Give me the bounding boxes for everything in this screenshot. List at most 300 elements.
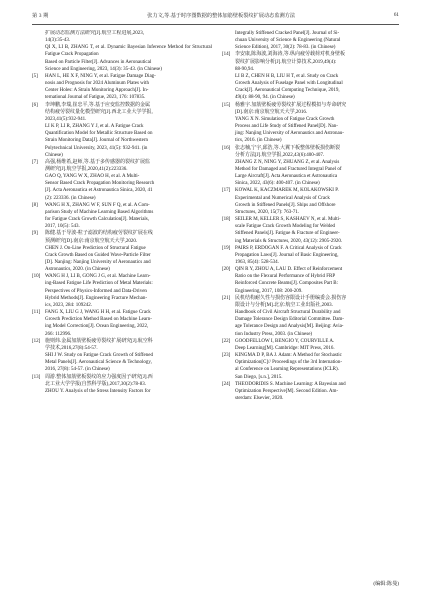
reference-entry-line xyxy=(222,316,402,323)
reference-entry-line xyxy=(222,166,402,173)
reference-entry-line xyxy=(32,238,212,245)
reference-entry-line xyxy=(222,223,402,230)
reference-number xyxy=(222,366,235,373)
reference-entry-line xyxy=(222,102,402,109)
reference-text: Growth in Stiffened Panels[J]. Ships and Offshore xyxy=(235,202,336,208)
reference-number: [11] xyxy=(32,310,41,316)
reference-text: Astronautics, 2020. (in Chinese) xyxy=(45,267,110,273)
reference-number xyxy=(32,252,45,259)
reference-text: 14(3):35-43. xyxy=(45,38,71,44)
reference-number xyxy=(222,87,235,94)
reference-number: [23] xyxy=(222,353,231,359)
reference-entry-line xyxy=(222,130,402,137)
reference-entry-line xyxy=(222,323,402,330)
reference-number xyxy=(32,94,45,101)
reference-text: 李坤鹏,李瑞,崔忠平,等.基于应变监控数据的金属 xyxy=(45,102,151,108)
reference-entry-line xyxy=(32,252,212,259)
reference-entry-line xyxy=(32,159,212,166)
reference-number xyxy=(32,130,45,137)
reference-continuation-line xyxy=(222,30,402,37)
reference-entry-line xyxy=(32,366,212,373)
reference-text: Science Edition), 2017, 30(2): 78-83. (in Chinese) xyxy=(235,45,336,51)
reference-text: 裂纹扩展影响分析[J].航空计算技术,2019,49(4): xyxy=(235,59,337,65)
reference-text: 结构疲劳裂纹量化模型研究[J].西北工业大学学报, xyxy=(45,109,153,115)
reference-text: Strain Monitoring Data[J]. Journal of Northwestern xyxy=(45,138,149,144)
reference-text: Integrally Stiffened Cracked Panel[J]. Journal of Si- xyxy=(235,31,340,36)
reference-entry-line xyxy=(32,316,212,323)
reference-number xyxy=(32,195,45,202)
reference-text: 学技术,2016,27(8):54-57. xyxy=(45,345,98,351)
reference-entry-line xyxy=(222,116,402,123)
reference-number xyxy=(222,137,235,144)
reference-entry-line xyxy=(32,180,212,187)
reference-text: Structures, 2020, 15(7): 763-71. xyxy=(235,209,300,215)
reference-text: 49(4): 88-90, 94. (in Chinese) xyxy=(235,95,295,101)
reference-entry-line xyxy=(32,195,212,202)
reference-number xyxy=(222,323,235,330)
reference-entry-line xyxy=(32,216,212,223)
reference-text: Engineering, 2017, 108: 200-209. xyxy=(235,288,303,294)
reference-text: nosis and Prognosis for 2024 Aluminum Plates with xyxy=(45,81,150,87)
reference-number: [7] xyxy=(32,159,38,165)
reference-number xyxy=(32,223,45,230)
reference-number: [17] xyxy=(222,188,231,194)
reference-number xyxy=(32,109,45,116)
reference-entry-line xyxy=(32,109,212,116)
reference-number xyxy=(222,395,235,402)
reference-entry-line xyxy=(32,323,212,330)
reference-number xyxy=(32,366,45,373)
reference-entry-line xyxy=(222,238,402,245)
reference-text: Metal Panels[J]. Aeronautical Science & Technology, xyxy=(45,360,152,366)
reference-number xyxy=(222,130,235,137)
reference-number xyxy=(222,238,235,245)
reference-entry-line xyxy=(32,259,212,266)
reference-entry-line xyxy=(32,123,212,130)
reference-text: [D]. Nanjing: Nanjing University of Aeronautics and xyxy=(45,260,151,265)
reference-number xyxy=(32,87,45,94)
reference-number xyxy=(32,123,45,130)
reference-text: (2): 223336. (in Chinese) xyxy=(45,195,96,201)
reference-text: 北工业大学学报(自然科学版),2017,30(2):78-83. xyxy=(45,381,146,387)
reference-text: GOODFELLOW I, BENGIO Y, COURVILLE A. xyxy=(235,338,335,344)
reference-text: 周游.整体加筋壁板裂纹的应力强度因子研究[J].西 xyxy=(45,374,153,380)
reference-entry-line xyxy=(32,209,212,216)
reference-text: QI X, LI B, ZHANG T, et al. Dynamic Bayesian Inference Method for Structural Fatigue Crack Propagation xyxy=(45,45,212,58)
reference-text: ics, 2023, 284: 109242. xyxy=(45,302,92,308)
reference-entry-line xyxy=(32,73,212,80)
reference-number xyxy=(32,259,45,266)
reference-number: [16] xyxy=(222,145,231,151)
reference-number xyxy=(222,309,235,316)
reference-entry-line xyxy=(32,94,212,101)
reference-entry-line xyxy=(222,59,402,66)
reference-number xyxy=(222,230,235,237)
reference-text: YANG X N. Simulation of Fatigue Crack Growth xyxy=(235,116,335,122)
reference-number xyxy=(32,288,45,295)
reference-number: [21] xyxy=(222,295,231,301)
reference-entry-line xyxy=(32,345,212,352)
reference-text: [J]. Acta Aeronautica et Astronautica Sinica, 2020, 41 xyxy=(45,188,153,194)
reference-entry-line xyxy=(32,102,212,109)
reference-entry-line xyxy=(222,295,402,302)
reference-number xyxy=(32,187,45,194)
reference-text: CHEN J. On-Line Prediction of Structural Fatigue xyxy=(45,245,146,251)
reference-number xyxy=(32,323,45,330)
reference-text: 测研究[J].航空学报,2020,41(2):223336. xyxy=(45,166,128,172)
reference-continuation-line xyxy=(222,44,402,51)
reference-text: [D].南京:南京航空航天大学,2016. xyxy=(235,109,308,115)
reference-text: San Diego, [s.n.], 2015. xyxy=(235,374,283,380)
reference-entry-line xyxy=(222,252,402,259)
reference-text: Experimental and Numerical Analysis of Crack xyxy=(235,195,330,201)
reference-text: KOWAL K, KACZMAREK M, KOLAKOWSKI P. xyxy=(235,188,339,194)
running-title: 张力文,等.基于时序图数据的整体加筋壁板裂纹扩展动态监测方法 xyxy=(147,12,296,19)
reference-text: Science and Engineering, 2023, 14(3): 35-43. (in Chinese) xyxy=(45,66,162,72)
reference-number xyxy=(32,245,45,252)
reference-text: HAN L, HE X F, NING Y, et al. Fatigue Damage Diag- xyxy=(45,73,156,79)
reference-text: parison Study of Machine Learning Based Algorithms xyxy=(45,209,154,215)
reference-text: 预测研究[D].南京:南京航空航天大学,2020. xyxy=(45,238,138,244)
reference-number xyxy=(222,80,235,87)
reference-continuation-line xyxy=(32,66,212,73)
reference-entry-line xyxy=(222,216,402,223)
reference-entry-line xyxy=(32,116,212,123)
reference-entry-line xyxy=(222,381,402,388)
reference-number xyxy=(32,238,45,245)
reference-entry-line xyxy=(32,280,212,287)
reference-text: Process and Life Study of Stiffened Panel[D]. Nan- xyxy=(235,124,338,130)
reference-text: Optimization[C]// Proceedings of the 3rd Internation- xyxy=(235,360,343,366)
reference-entry-line xyxy=(222,338,402,345)
reference-text: Sensor Based Crack Propagation Monitoring Research xyxy=(45,181,155,187)
reference-text: ternational Journal of Fatigue, 2023, 176: 107835. xyxy=(45,95,146,101)
reference-entry-line xyxy=(32,288,212,295)
reference-number: [15] xyxy=(222,102,231,108)
reference-number xyxy=(222,73,235,80)
reference-number: [9] xyxy=(32,231,38,237)
reference-number: [10] xyxy=(32,274,41,280)
reference-number: [6] xyxy=(32,102,38,108)
reference-text: jing: Nanjing University of Aeronautics and Astronau- xyxy=(235,131,344,137)
reference-number xyxy=(32,216,45,223)
reference-entry-line xyxy=(222,266,402,273)
reference-text: THEODORIDIS S. Machine Learning: A Bayesian and xyxy=(235,381,346,387)
reference-entry-line xyxy=(222,280,402,287)
reference-number xyxy=(32,116,45,123)
reference-entry-line xyxy=(32,309,212,316)
reference-entry-line xyxy=(222,230,402,237)
reference-number xyxy=(222,209,235,216)
reference-text: ing-Based Fatigue Life Prediction of Metal Materials: xyxy=(45,281,153,287)
reference-number xyxy=(222,359,235,366)
reference-entry-line xyxy=(222,137,402,144)
reference-entry-line xyxy=(222,245,402,252)
reference-text: 2023,41(5):932-941. xyxy=(45,116,87,122)
reference-number xyxy=(32,266,45,273)
reference-text: 扩展动态监测方法研究[J].航空工程进展,2023, xyxy=(45,31,145,36)
reference-entry-line xyxy=(222,66,402,73)
reference-text: sterdam: Elsevier, 2020. xyxy=(235,395,284,401)
reference-entry-line xyxy=(222,388,402,395)
reference-entry-line xyxy=(222,73,402,80)
reference-entry-line xyxy=(32,295,212,302)
reference-entry-line xyxy=(222,259,402,266)
reference-text: 杨雅宇.加筋壁板疲劳裂纹扩展过程模拟与寿命研究 xyxy=(235,102,347,108)
page-number: 61 xyxy=(393,12,399,18)
reference-entry-line xyxy=(222,159,402,166)
reference-entry-line xyxy=(32,266,212,273)
reference-entry-line xyxy=(32,245,212,252)
reference-number xyxy=(222,252,235,259)
reference-number: [20] xyxy=(222,267,231,273)
reference-number xyxy=(222,259,235,266)
reference-number: [8] xyxy=(32,202,38,208)
reference-text: Sinica, 2022, 43(6): 400-407. (in Chinese) xyxy=(235,181,320,187)
reference-text: tion Industry Press, 2003. (in Chinese) xyxy=(235,331,313,337)
reference-text: ZHOU Y. Analysis of the Stress Intensity Factors for xyxy=(45,388,151,394)
reference-entry-line xyxy=(32,381,212,388)
reference-entry-line xyxy=(32,388,212,395)
reference-number: [24] xyxy=(222,381,231,387)
reference-text: Hybrid Methods[J]. Engineering Fracture Mechan- xyxy=(45,295,148,301)
reference-number xyxy=(32,295,45,302)
reference-entry-line xyxy=(222,345,402,352)
reference-text: PAIRS P, ERDOGAN F. A Critical Analysis of Crack xyxy=(235,245,342,251)
reference-number xyxy=(32,331,45,338)
reference-number xyxy=(32,345,45,352)
reference-text: ing Materials & Structures, 2020, 43(12): 2905-2920. xyxy=(235,238,343,244)
reference-text: 限设计与分析[M].北京:航空工业出版社,2003. xyxy=(235,302,333,308)
reference-entry-line xyxy=(222,94,402,101)
reference-text: Handbook of Civil Aircraft Structural Durability and xyxy=(235,310,341,316)
reference-text: QIN R Y, ZHOU A, LAU D. Effect of Reinforcement xyxy=(235,267,343,273)
reference-number: [14] xyxy=(222,52,231,58)
reference-text: Large Aircraft[J]. Acta Aeronautica et Astronautica xyxy=(235,174,338,180)
reference-text: 张志楠,宁宇,邱浩,等.大翼下板整体壁板损伤断裂 xyxy=(235,145,341,151)
reference-number xyxy=(32,152,45,159)
reference-entry-line xyxy=(222,374,402,381)
reference-columns xyxy=(32,30,402,585)
reference-entry-line xyxy=(32,359,212,366)
reference-text: Growth Analysis of Fuselage Panel with Longitudinal xyxy=(235,81,343,87)
reference-entry-line xyxy=(32,374,212,381)
reference-number xyxy=(222,345,235,352)
reference-entry-line xyxy=(222,366,402,373)
reference-entry-line xyxy=(222,395,402,402)
issue-number: 第 3 期 xyxy=(32,12,49,19)
reference-continuation-line xyxy=(32,59,212,66)
reference-entry-line xyxy=(222,288,402,295)
reference-text: 李安康,陈海波,刘海涛,等.纵向疲劳载荷对机身壁板 xyxy=(235,52,346,58)
reference-text: Propagation Laws[J]. Journal of Basic Engineering, xyxy=(235,252,339,258)
reference-number xyxy=(32,166,45,173)
reference-entry-line xyxy=(222,302,402,309)
reference-number xyxy=(222,180,235,187)
reference-number xyxy=(222,195,235,202)
reference-text: Growth Prediction Method Based on Machine Learn- xyxy=(45,317,152,323)
reference-entry-line xyxy=(222,202,402,209)
reference-entry-line xyxy=(32,80,212,87)
reference-entry-line xyxy=(222,109,402,116)
reference-text: scale Fatigue Crack Growth Modeling for Welded xyxy=(235,224,336,230)
reference-number xyxy=(222,316,235,323)
reference-number xyxy=(222,59,235,66)
reference-entry-line xyxy=(32,331,212,338)
reference-entry-line xyxy=(222,195,402,202)
reference-text: Stiffened Panels[J]. Fatigue & Fracture of Engineer- xyxy=(235,231,340,237)
reference-text: Quantification Model for Metallic Structure Based on xyxy=(45,131,153,137)
reference-number xyxy=(32,359,45,366)
reference-text: Perspectives of Physics-Informed and Data-Driven xyxy=(45,288,147,294)
reference-text: WANG H J, LI B, GONG J G, et al. Machine Learn- xyxy=(45,274,151,280)
reference-text: Center Holes: A Strain Monitoring Approach[J]. In- xyxy=(45,88,149,94)
reference-text: ing Model Correction[J]. Ocean Engineering, 2022, xyxy=(45,324,149,330)
reference-text: tics, 2016. (in Chinese) xyxy=(235,138,282,144)
reference-text: SHI J W. Study on Fatigue Crack Growth of Stiffened xyxy=(45,353,153,359)
reference-entry-line xyxy=(32,166,212,173)
reference-continuation-line xyxy=(32,44,212,58)
reference-text: WANG H X, ZHANG W F, SUN F Q, et al. A Com- xyxy=(45,202,150,208)
reference-number xyxy=(222,273,235,280)
reference-entry-line xyxy=(222,123,402,130)
reference-number: [5] xyxy=(32,73,38,79)
reference-number xyxy=(222,202,235,209)
reference-text: for Fatigue Crack Growth Calculation[J]. Materials, xyxy=(45,217,149,223)
reference-number: [18] xyxy=(222,217,231,223)
reference-text: Crack[J]. Aeronautical Computing Technique, 2019, xyxy=(235,88,340,94)
reference-number xyxy=(222,94,235,101)
reference-continuation-line xyxy=(32,37,212,44)
reference-text: 2016, 27(8): 54-57. (in Chinese) xyxy=(45,367,110,373)
reference-number xyxy=(222,302,235,309)
reference-entry-line xyxy=(32,352,212,359)
reference-number xyxy=(32,280,45,287)
reference-number xyxy=(222,166,235,173)
reference-text: 民机结构耐久性与损伤容限设计手册编委会.损伤容 xyxy=(235,295,347,301)
reference-text: 88-90,94. xyxy=(235,66,255,72)
reference-text: Deep Learning[M]. Cambridge: MIT Press, 2016. xyxy=(235,345,335,351)
reference-text: Method for Damaged and Fractured Integral Panel of xyxy=(235,166,342,172)
reference-number xyxy=(32,302,45,309)
reference-number: [19] xyxy=(222,245,231,251)
reference-text: al Conference on Learning Representations (ICLR). xyxy=(235,367,339,373)
reference-text: LI B Z, CHEN H B, LIU H T, et al. Study on Crack xyxy=(235,73,339,79)
reference-text: 1963, 85(4): 528-534. xyxy=(235,260,279,265)
reference-text: Polytechnical University, 2023, 41(5): 932-941. (in xyxy=(45,145,148,151)
reference-number xyxy=(32,209,45,216)
reference-text: ZHANG Z N, NING Y, ZHUANG Z, et al. Analysis xyxy=(235,159,340,165)
reference-entry-line xyxy=(32,223,212,230)
reference-text: 266: 112996. xyxy=(45,331,72,337)
reference-entry-line xyxy=(222,331,402,338)
reference-entry-line xyxy=(222,352,402,359)
reference-text: Reinforced Concrete Beams[J]. Composites Part B: xyxy=(235,281,339,287)
reference-entry-line xyxy=(222,152,402,159)
reference-entry-line xyxy=(32,152,212,159)
reference-number xyxy=(32,180,45,187)
reference-number xyxy=(222,223,235,230)
right-column xyxy=(222,30,402,585)
reference-text: Based on Particle Filter[J]. Advances in Aeronautical xyxy=(45,59,152,65)
reference-entry-line xyxy=(32,338,212,345)
reference-number xyxy=(32,80,45,87)
reference-text: GAO Q, YANG W X, ZHAO H, et al. A Multi- xyxy=(45,174,140,180)
reference-text: LI K P, LI R, ZHANG Y J, et al. A Fatigue Crack xyxy=(45,124,144,130)
reference-number xyxy=(222,173,235,180)
reference-entry-line xyxy=(32,87,212,94)
reference-text: 分析方法[J].航空学报,2022,43(6):400-407. xyxy=(235,152,325,158)
reference-continuation-line xyxy=(222,37,402,44)
reference-entry-line xyxy=(222,209,402,216)
reference-text: age Tolerance Design and Analysis[M]. Beijing: Avia- xyxy=(235,324,344,330)
reference-number xyxy=(32,381,45,388)
reference-number xyxy=(222,66,235,73)
reference-text: Chinese) xyxy=(45,152,63,158)
reference-number xyxy=(222,109,235,116)
reference-number xyxy=(32,388,45,395)
reference-text: 高强,杨维希,赵师,等.基于多传感器的裂纹扩展监 xyxy=(45,159,151,165)
reference-number xyxy=(222,159,235,166)
reference-text: Crack Growth Based on Guided Wave-Particle Filter xyxy=(45,252,151,258)
reference-text: Optimization Perspective[M]. Second Edition. Am- xyxy=(235,388,339,394)
reference-entry-line xyxy=(32,137,212,144)
reference-number: [12] xyxy=(32,338,41,344)
reference-number: [13] xyxy=(32,374,41,380)
reference-text: 施则炜.金属加筋壁板疲劳裂纹扩展研究[J].航空科 xyxy=(45,338,153,344)
reference-entry-line xyxy=(222,51,402,58)
reference-number: [22] xyxy=(222,338,231,344)
reference-entry-line xyxy=(32,302,212,309)
reference-entry-line xyxy=(222,180,402,187)
editor-note: (编辑:陈曼) xyxy=(373,581,399,587)
reference-entry-line xyxy=(222,145,402,152)
reference-text: SEILER M, KELLER S, KASHAEV N, et al. Multi- xyxy=(235,217,341,223)
reference-entry-line xyxy=(222,273,402,280)
reference-text: 陈健.基于导波-粒子滤波的结构疲劳裂纹扩展在线 xyxy=(45,231,153,237)
reference-text: chuan University of Science & Engineering (Natural xyxy=(235,38,341,44)
reference-continuation-line xyxy=(32,30,212,37)
reference-text: Ratio on the Flexural Performance of Hybrid FRP xyxy=(235,274,336,280)
reference-entry-line xyxy=(222,80,402,87)
reference-entry-line xyxy=(32,173,212,180)
reference-entry-line xyxy=(222,309,402,316)
reference-number xyxy=(32,352,45,359)
reference-text: KINGMA D P, BA J. Adam: A Method for Stochastic xyxy=(235,353,342,359)
reference-entry-line xyxy=(222,87,402,94)
reference-number xyxy=(222,331,235,338)
reference-number xyxy=(222,388,235,395)
reference-number xyxy=(222,288,235,295)
reference-entry-line xyxy=(222,187,402,194)
reference-entry-line xyxy=(32,130,212,137)
reference-entry-line xyxy=(32,230,212,237)
reference-entry-line xyxy=(32,273,212,280)
reference-number xyxy=(32,137,45,144)
reference-text: Damage Tolerance Design Editorial Committee. Dam- xyxy=(235,317,344,323)
reference-number xyxy=(222,123,235,130)
page-header xyxy=(32,6,399,25)
reference-entry-line xyxy=(32,145,212,152)
reference-entry-line xyxy=(32,187,212,194)
left-column xyxy=(32,30,212,585)
reference-text: FANG X, LIU G J, WANG H H, et al. Fatigue Crack xyxy=(45,310,151,316)
reference-number xyxy=(222,280,235,287)
reference-entry-line xyxy=(222,359,402,366)
reference-entry-line xyxy=(222,173,402,180)
reference-number xyxy=(222,152,235,159)
reference-number xyxy=(222,116,235,123)
